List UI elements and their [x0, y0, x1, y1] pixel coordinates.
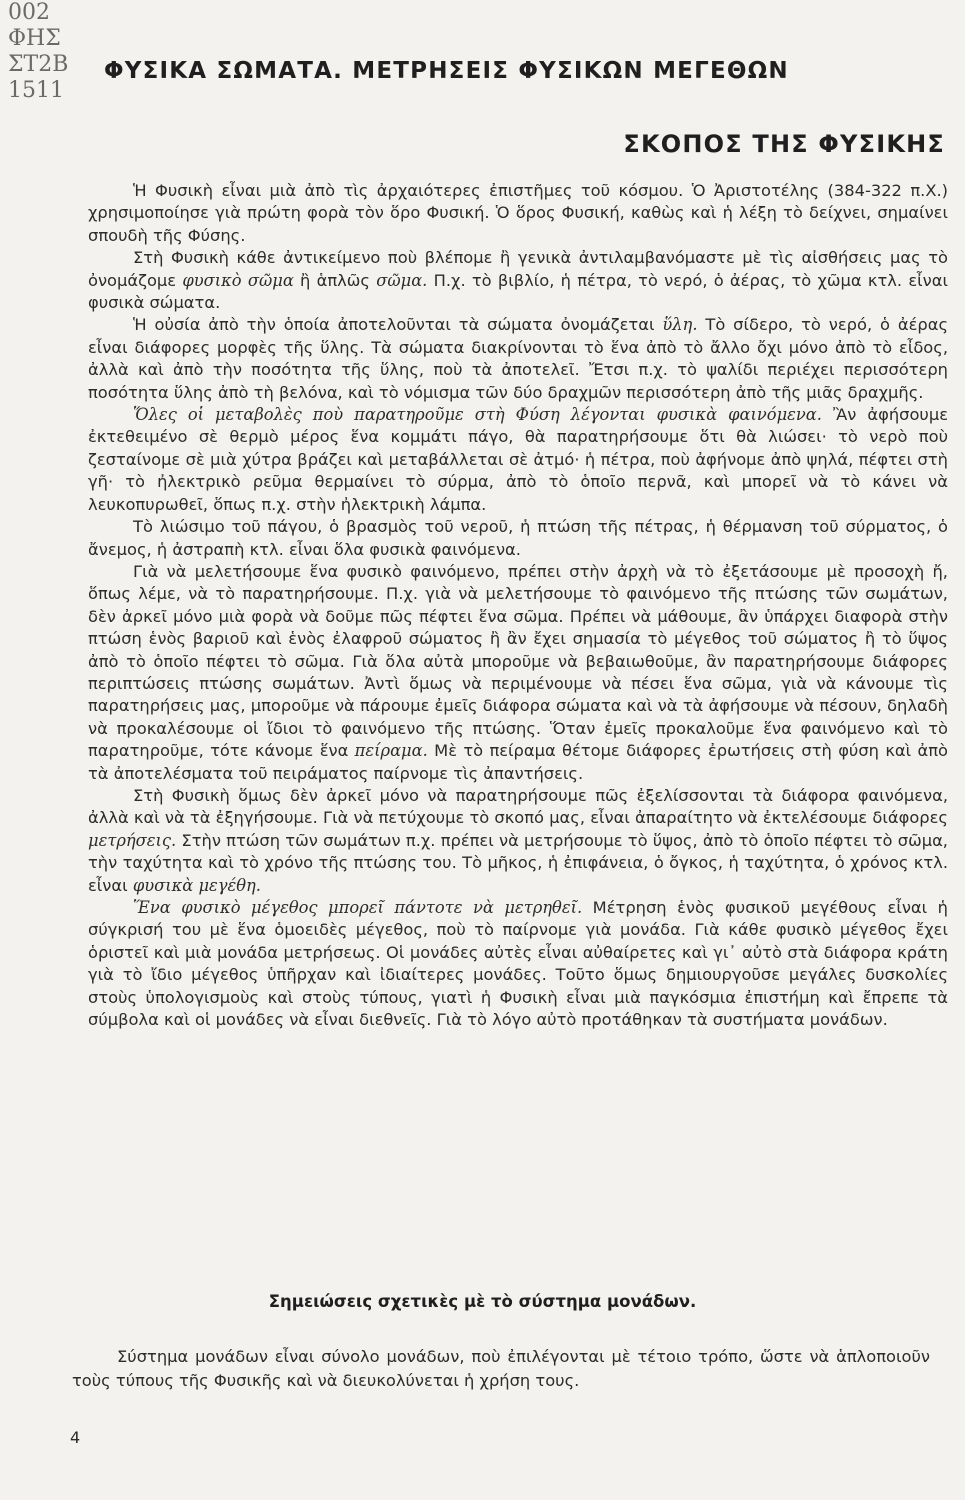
italic-term: Ἕνα φυσικὸ μέγεθος μπορεῖ πάντοτε νὰ μετρηθεῖ.: [133, 898, 583, 917]
paragraph: [88, 180, 948, 247]
italic-term: φυσικὸ σῶμα: [182, 270, 294, 290]
margin-note-line: ΦΗΣ: [8, 26, 61, 51]
handwritten-margin-note: [8, 0, 76, 104]
notes-heading: Σημειώσεις σχετικὲς μὲ τὸ σύστημα μονάδων.: [268, 1292, 697, 1311]
text-run: Π.χ. τὸ βιβλίο, ἡ πέτρα, τὸ νερό, ὁ ἀέρας, τὸ χῶμα κτλ. εἶναι φυσικὰ σώματα.: [88, 270, 948, 313]
text-run: Γιὰ νὰ μελετήσουμε ἕνα φυσικὸ φαινόμενο, πρέπει στὴν ἀρχὴ νὰ τὸ ἐξετάσουμε μὲ προσοχὴ ἤ, ὅπως λέμε, νὰ τὸ παρατηρήσουμε. Π.χ. γιὰ νὰ μελετήσουμε τὸ φαινόμενο τῆς πτώσης τῶν σωμάτων, δὲν ἀρκεῖ μόνο μιὰ φορὰ νὰ δοῦμε πῶς πέφτει ἕνα σῶμα. Πρέπει νὰ μάθουμε, ἂν ὑπάρχει διαφορὰ στὴν πτώση ἑνὸς βαριοῦ καὶ ἑνὸς ἐλαφροῦ σώματος ἢ ἂν ἔχει σημασία τὸ μέγεθος τοῦ σώματος ἢ τὸ ὕψος ἀπὸ τὸ ὁποῖο πέφτει τὸ σῶμα. Γιὰ ὅλα αὐτὰ μποροῦμε νὰ βεβαιωθοῦμε, ἂν παρατηρήσουμε διάφορες περιπτώσεις πτώσης σωμάτων. Ἀντὶ ὅμως νὰ περιμένουμε νὰ πέσει ἕνα σῶμα, γιὰ νὰ κάνουμε τὶς παρατηρήσεις μας, μποροῦμε νὰ πάρουμε ἐμεῖς διάφορα σώματα καὶ νὰ τὰ ἀφήσουμε νὰ πέσουν, δηλαδὴ νὰ προκαλέσουμε οἱ ἴδιοι τὸ φαινόμενο τῆς πτώσης. Ὅταν ἐμεῖς προκαλοῦμε ἕνα φαινόμενο καὶ τὸ παρατηροῦμε, τότε κάνομε ἕνα: [88, 561, 948, 761]
text-run: Στὴ Φυσικὴ κάθε ἀντικείμενο ποὺ βλέπομε ἢ γενικὰ ἀντιλαμβανόμαστε μὲ τὶς αἰσθήσεις μας τὸ ὀνομάζομε: [88, 248, 948, 290]
paragraph: [88, 516, 948, 561]
notes-section: [72, 1345, 930, 1393]
paragraph: [88, 561, 948, 785]
paragraph: [88, 785, 948, 897]
text-run: Μὲ τὸ πείραμα θέτομε διάφορες ἐρωτήσεις στὴ φύση καὶ ἀπὸ τὰ ἀποτελέσματα τοῦ πειράματος παίρνομε τὶς ἀπαντήσεις.: [88, 741, 949, 783]
body-text: [88, 180, 948, 1031]
italic-term: φυσικὰ μεγέθη.: [132, 875, 261, 895]
paragraph: [88, 314, 948, 404]
text-run: ἢ ἁπλῶς: [293, 270, 377, 290]
text-run: Στὴν πτώση τῶν σωμάτων π.χ. πρέπει νὰ μετρήσουμε τὸ ὕψος, ἀπὸ τὸ ὁποῖο πέφτει τὸ σῶμα, τὴν ταχύτητα καὶ τὸ χρόνο τῆς πτώσης του. Τὸ μῆκος, ἡ ἐπιφάνεια, ὁ ὄγκος, ἡ ταχύτητα, ὁ χρόνος κτλ. εἶναι: [88, 830, 948, 895]
text-run: Τὸ λιώσιμο τοῦ πάγου, ὁ βρασμὸς τοῦ νεροῦ, ἡ πτώση τῆς πέτρας, ἡ θέρμανση τοῦ σύρματος, ὁ ἄνεμος, ἡ ἀστραπὴ κτλ. εἶναι ὅλα φυσικὰ φαινόμενα.: [88, 517, 948, 559]
section-title: ΣΚΟΠΟΣ ΤΗΣ ΦΥΣΙΚΗΣ: [623, 130, 945, 158]
text-run: Ἡ Φυσικὴ εἶναι μιὰ ἀπὸ τὶς ἀρχαιότερες ἐπιστῆμες τοῦ κόσμου. Ὁ Ἀριστοτέλης (384-322 π.Χ.) χρησιμοποίησε γιὰ πρώτη φορὰ τὸν ὅρο Φυσική. Ὁ ὅρος Φυσική, καθὼς καὶ ἡ λέξη τὸ δείχνει, σημαίνει σπουδὴ τῆς Φύσης.: [88, 181, 948, 245]
text-run: Τὸ σίδερο, τὸ νερό, ὁ ἀέρας εἶναι διάφορες μορφὲς τῆς ὕλης. Τὰ σώματα διακρίνονται τὸ ἕνα ἀπὸ τὸ ἄλλο ὄχι μόνο ἀπὸ τὸ εἶδος, ἀλλὰ καὶ ἀπὸ τὴν ποσότητα τῆς ὕλης, ποὺ τὰ ἀποτελεῖ. Ἔτσι π.χ. τὸ ψαλίδι περιέχει περισσότερη ποσότητα ὕλης ἀπὸ τὴ βελόνα, καὶ τὸ νόμισμα τῶν δύο δραχμῶν περισσότερη ἀπὸ τῆς μιᾶς δραχμῆς.: [88, 315, 949, 402]
italic-term: μετρήσεις.: [88, 830, 177, 850]
page-number: 4: [70, 1428, 81, 1447]
italic-term: Ὅλες οἱ μεταβολὲς ποὺ παρατηροῦμε στὴ Φύση λέγονται φυσικὰ φαινόμενα.: [133, 405, 822, 425]
paragraph: [88, 897, 948, 1031]
chapter-title: ΦΥΣΙΚΑ ΣΩΜΑΤΑ. ΜΕΤΡΗΣΕΙΣ ΦΥΣΙΚΩΝ ΜΕΓΕΘΩΝ: [104, 58, 789, 84]
italic-term: σῶμα.: [376, 270, 428, 290]
margin-note-line: 1511: [8, 78, 64, 103]
notes-paragraph: Σύστημα μονάδων εἶναι σύνολο μονάδων, ποὺ ἐπιλέγονται μὲ τέτοιο τρόπο, ὥστε νὰ ἁπλοποιοῦν τοὺς τύπους τῆς Φυσικῆς καὶ νὰ διευκολύνεται ἡ χρήση τους.: [72, 1347, 930, 1390]
margin-note-line: ΣΤ2Β: [8, 52, 69, 77]
text-run: Στὴ Φυσικὴ ὅμως δὲν ἀρκεῖ μόνο νὰ παρατηρήσουμε πῶς ἐξελίσσονται τὰ διάφορα φαινόμενα, ἀλλὰ καὶ νὰ τὰ ἐξηγήσουμε. Γιὰ νὰ πετύχουμε τὸ σκοπό μας, εἶναι ἀπαραίτητο νὰ ἐκτελέσουμε διάφορες: [88, 785, 948, 828]
italic-term: πείραμα.: [354, 741, 428, 761]
margin-note-line: 002: [8, 0, 50, 25]
text-run: Ἡ οὐσία ἀπὸ τὴν ὁποία ἀποτελοῦνται τὰ σώματα ὀνομάζεται: [133, 315, 663, 335]
italic-term: ὕλη.: [662, 315, 698, 335]
paragraph: [88, 247, 948, 314]
text-run: Μέτρηση ἑνὸς φυσικοῦ μεγέθους εἶναι ἡ σύγκρισή του μὲ ἕνα ὁμοειδὲς μέγεθος, ποὺ τὸ παίρνομε γιὰ μονάδα. Γιὰ κάθε φυσικὸ μέγεθος ἔχει ὁριστεῖ καὶ μιὰ μονάδα μετρήσεως. Οἱ μονάδες αὐτὲς εἶναι αὐθαίρετες καὶ γι᾽ αὐτὸ στὰ διάφορα κράτη γιὰ τὸ ἴδιο μέγεθος ὑπῆρχαν καὶ ἰδιαίτερες μονάδες. Τοῦτο ὅμως δημιουργοῦσε μεγάλες δυσκολίες στοὺς ὑπολογισμοὺς καὶ στοὺς τύπους, γιατὶ ἡ Φυσικὴ εἶναι μιὰ παγκόσμια ἐπιστήμη καὶ ἔπρεπε τὰ σύμβολα καὶ οἱ μονάδες νὰ εἶναι διεθνεῖς. Γιὰ τὸ λόγο αὐτὸ προτάθηκαν τὰ συστήματα μονάδων.: [88, 898, 948, 1030]
text-run: Ἂν ἀφήσουμε ἐκτεθειμένο σὲ θερμὸ μέρος ἕνα κομμάτι πάγο, θὰ παρατηρήσουμε ὅτι θὰ λιώσει· τὸ νερὸ ποὺ ζεσταίνομε σὲ μιὰ χύτρα βράζει καὶ μεταβάλλεται σὲ ἀτμό· ἡ πέτρα, ποὺ ἀφήνομε ἀπὸ ψηλά, πέφτει στὴ γῆ· τὸ ἠλεκτρικὸ ρεῦμα θερμαίνει τὸ σύρμα, ἀπὸ τὸ ὁποῖο περνᾶ, καὶ μπορεῖ νὰ τὸ κάνει νὰ λευκοπυρωθεῖ, ὅπως π.χ. στὴν ἠλεκτρικὴ λάμπα.: [88, 405, 948, 514]
paragraph: [88, 404, 948, 516]
